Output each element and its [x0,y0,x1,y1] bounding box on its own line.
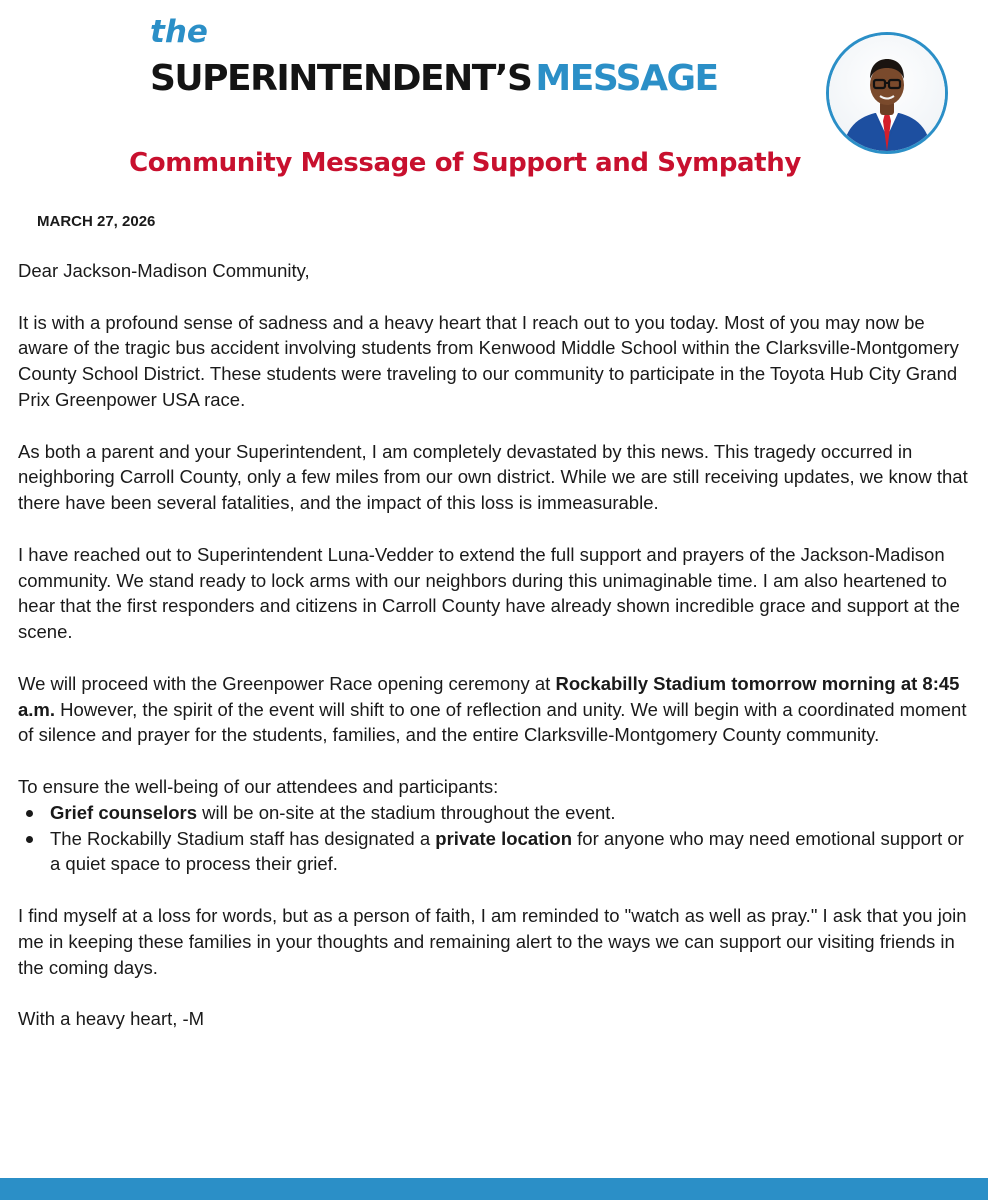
page-title: Community Message of Support and Sympathy [129,148,801,178]
p4-start: We will proceed with the Greenpower Race opening ceremony at [18,672,556,694]
brand-title [150,56,718,102]
list-intro: To ensure the well-being of our attendees and participants: [18,775,499,797]
bullet2-bold: private location [435,827,573,849]
bullet1-bold: Grief counselors [50,801,198,823]
footer-bar [0,1178,988,1200]
bullet1-rest: will be on-site at the stadium throughout the event. [197,801,616,823]
superintendent-portrait [826,32,948,154]
letter-paragraph-4 [18,671,973,748]
bullet2-start: The Rockabilly Stadium staff has designated a [50,827,436,849]
p4-bold: Rockabilly Stadium tomorrow morning at 8:45 a.m. [18,672,960,720]
p4-end: However, the spirit of the event will shift to one of reflection and unity. We will begin with a coordinated moment of silence and prayer for the students, families, and the entire Clarksville-Montgomery County community. [18,698,967,746]
bullet2-end: for anyone who may need emotional support or a quiet space to process their grief. [50,827,964,875]
letter-paragraph-5: I find myself at a loss for words, but as a person of faith, I am reminded to "watch as well as pray." I ask that you join me in keeping these families in your thoughts and remaining alert to the ways we can support our visiting friends in the coming days. [18,904,967,978]
brand-superintendent: SUPERINTENDENT’S [150,58,532,99]
list-item-grief-counselors [50,800,973,826]
letter-closing: With a heavy heart, -M [18,1008,205,1030]
letter-paragraph-2: As both a parent and your Superintendent, I am completely devastated by this news. This tragedy occurred in neighboring Carroll County, only a few miles from our own district. While we are still receiving updates, we know that there have been several fatalities, and the impact of this loss is immeasurable. [18,440,968,514]
brand-the: the [150,14,208,50]
support-list [18,800,973,877]
list-item-private-location [50,826,973,878]
letter-greeting: Dear Jackson-Madison Community, [18,260,310,281]
letter-body [18,258,973,1058]
brand-message: MESSAGE [535,58,718,99]
letter-paragraph-3: I have reached out to Superintendent Luna-Vedder to extend the full support and prayers of the Jackson-Madison community. We stand ready to lock arms with our neighbors during this unimaginable time. I am also heartened to hear that the first responders and citizens in Carroll County have already shown incredible grace and support at the scene. [18,543,960,643]
message-date: MARCH 27, 2026 [37,213,156,230]
letter-paragraph-1: It is with a profound sense of sadness and a heavy heart that I reach out to you today. Most of you may now be aware of the tragic bus accident involving students from Kenwood Middle School within the Clarksville-Montgomery County School District. These students were traveling to our community to participate in the Toyota Hub City Grand Prix Greenpower USA race. [18,311,959,410]
portrait-illustration [829,35,945,151]
